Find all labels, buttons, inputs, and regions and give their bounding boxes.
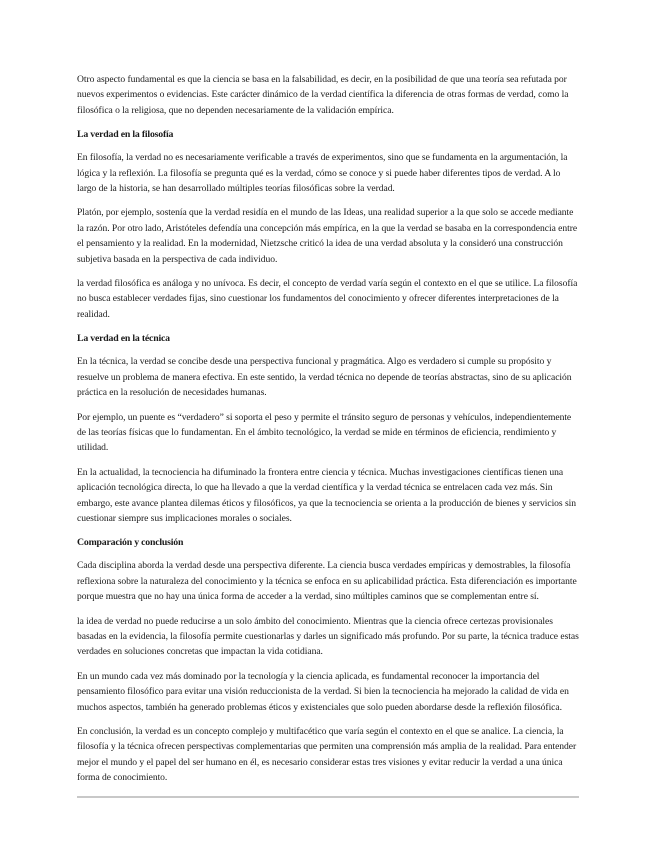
- paragraph: En un mundo cada vez más dominado por la tecnología y la ciencia aplicada, es fundamental reconocer la importancia del pensamiento filosófico para evitar una visión reduccionista de la verdad. Si bien la tecnociencia ha mejorado la calidad de vida en muchos aspectos, también ha generado problemas éticos y existenciales que solo pueden abordarse desde la reflexión filosófica.: [77, 670, 569, 713]
- heading-filosofia: La verdad en la filosofía: [77, 129, 174, 141]
- intro-paragraph: Otro aspecto fundamental es que la ciencia se basa en la falsabilidad, es decir, en la posibilidad de que una teoría sea refutada por nuevos experimentos o evidencias. Este carácter dinámico de la verdad científica la diferencia de otras formas de verdad, como la filosófica o la religiosa, que no dependen necesariamente de la validación empírica.: [77, 74, 569, 116]
- paragraph: En la técnica, la verdad se concibe desde una perspectiva funcional y pragmática. Algo es verdadero si cumple su propósito y resuelve un problema de manera efectiva. En este sentido, la verdad técnica no depende de teorías abstractas, sino de su aplicación práctica en la resolución de necesidades humanas.: [77, 356, 572, 399]
- horizontal-divider: [77, 796, 579, 798]
- paragraph: la verdad filosófica es análoga y no unívoca. Es decir, el concepto de verdad varía según el contexto en el que se utilice. La filosofía no busca establecer verdades fijas, sino cuestionar los fundamentos del conocimiento y ofrecer diferentes interpretaciones de la realidad.: [77, 278, 578, 320]
- paragraph: la idea de verdad no puede reducirse a un solo ámbito del conocimiento. Mientras que la ciencia ofrece certezas provisionales basadas en la evidencia, la filosofía permite cuestionarlas y darles un significado más profundo. Por su parte, la técnica traduce estas verdades en soluciones concretas que impactan la vida cotidiana.: [77, 615, 579, 658]
- document-page: [77, 72, 579, 798]
- paragraph: En filosofía, la verdad no es necesariamente verificable a través de experimentos, sino que se fundamenta en la argumentación, la lógica y la reflexión. La filosofía se pregunta qué es la verdad, cómo se conoce y si puede haber diferentes tipos de verdad. A lo largo de la historia, se han desarrollado múltiples teorías filosóficas sobre la verdad.: [77, 152, 568, 195]
- heading-comparacion: Comparación y conclusión: [77, 537, 184, 549]
- paragraph: Platón, por ejemplo, sostenía que la verdad residía en el mundo de las Ideas, una realidad superior a la que solo se accede mediante la razón. Por otro lado, Aristóteles defendía una concepción más empírica, en la que la verdad se basaba en la correspondencia entre el pensamiento y la realidad. En la modernidad, Nietzsche criticó la idea de una verdad absoluta y la consideró una construcción subjetiva basada en la perspectiva de cada individuo.: [77, 207, 578, 265]
- heading-tecnica: La verdad en la técnica: [77, 333, 170, 345]
- paragraph: En conclusión, la verdad es un concepto complejo y multifacético que varía según el contexto en el que se analice. La ciencia, la filosofía y la técnica ofrecen perspectivas complementarias que permiten una comprensión más amplia de la realidad. Para entender mejor el mundo y el papel del ser humano en él, es necesario considerar estas tres visiones y evitar reducir la verdad a una única forma de conocimiento.: [77, 726, 577, 784]
- paragraph: Por ejemplo, un puente es “verdadero” si soporta el peso y permite el tránsito seguro de personas y vehículos, independientemente de las teorías físicas que lo fundamentan. En el ámbito tecnológico, la verdad se mide en términos de eficiencia, rendimiento y utilidad.: [77, 411, 572, 454]
- paragraph: En la actualidad, la tecnociencia ha difuminado la frontera entre ciencia y técnica. Muchas investigaciones científicas tienen una aplicación tecnológica directa, lo que ha llevado a que la verdad científica y la verdad técnica se entrelacen cada vez más. Sin embargo, este avance plantea dilemas éticos y filosóficos, ya que la tecnociencia se orienta a la producción de bienes y servicios sin cuestionar siempre sus implicaciones morales o sociales.: [77, 466, 577, 524]
- paragraph: Cada disciplina aborda la verdad desde una perspectiva diferente. La ciencia busca verdades empíricas y demostrables, la filosofía reflexiona sobre la naturaleza del conocimiento y la técnica se enfoca en su aplicabilidad práctica. Esta diferenciación es importante porque muestra que no hay una única forma de acceder a la verdad, sino múltiples caminos que se complementan entre sí.: [77, 560, 577, 603]
